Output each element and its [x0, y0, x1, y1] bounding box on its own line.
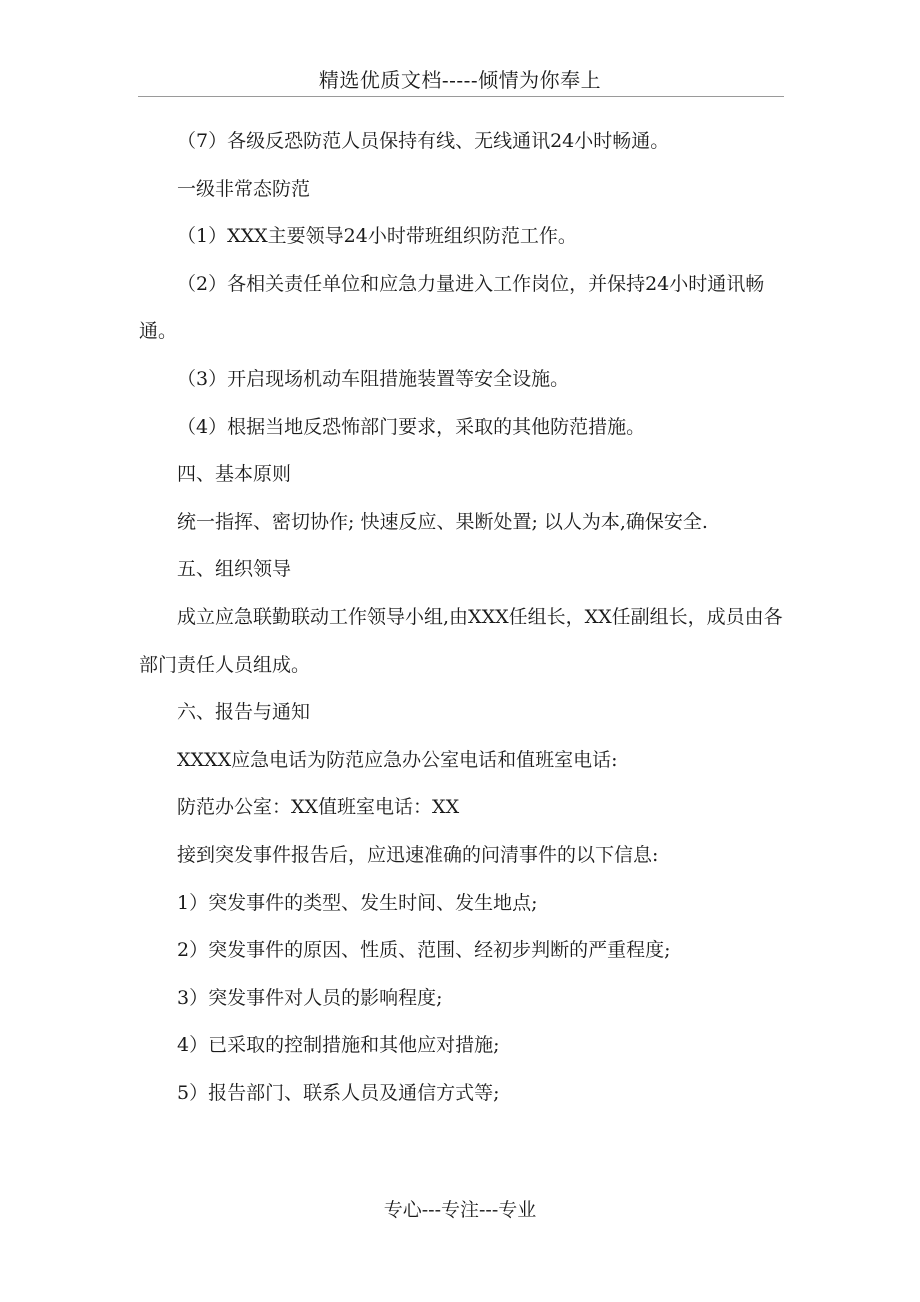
page-header: 精选优质文档-----倾情为你奉上 [318, 68, 602, 92]
leadership-text: 成立应急联勤联动工作领导小组,由XXX任组长，XX任副组长，成员由各部门责任人员组成。 [139, 605, 783, 676]
paragraph-item-3: （3）开启现场机动车阻措施装置等安全设施。 [177, 367, 570, 390]
level-one-heading: 一级非常态防范 [177, 177, 311, 200]
paragraph-item-1: （1）XXX主要领导24小时带班组织防范工作。 [177, 225, 577, 248]
office-phone-text: 防范办公室：XX值班室电话：XX [177, 796, 460, 819]
header-divider [138, 96, 784, 97]
report-item-2: 2）突发事件的原因、性质、范围、经初步判断的严重程度; [177, 939, 671, 962]
principles-text: 统一指挥、密切协作; 快速反应、果断处置; 以人为本,确保安全. [177, 510, 708, 533]
report-item-3: 3）突发事件对人员的影响程度; [177, 986, 443, 1009]
report-intro-text: 接到突发事件报告后，应迅速准确的问清事件的以下信息: [177, 843, 659, 866]
section-heading-reporting: 六、报告与通知 [177, 701, 311, 724]
paragraph-item-4: （4）根据当地反恐怖部门要求，采取的其他防范措施。 [177, 415, 646, 438]
section-heading-leadership: 五、组织领导 [177, 558, 292, 581]
page-footer: 专心---专注---专业 [383, 1199, 537, 1221]
report-item-1: 1）突发事件的类型、发生时间、发生地点; [177, 891, 538, 914]
section-heading-principles: 四、基本原则 [177, 463, 292, 486]
paragraph-item-2: （2）各相关责任单位和应急力量进入工作岗位，并保持24小时通讯畅通。 [139, 272, 765, 343]
emergency-phone-text: XXXX应急电话为防范应急办公室电话和值班室电话: [177, 748, 618, 771]
paragraph-item-7: （7）各级反恐防范人员保持有线、无线通讯24小时畅通。 [177, 130, 670, 152]
document-body [139, 118, 785, 1117]
report-item-5: 5）报告部门、联系人员及通信方式等; [177, 1081, 500, 1104]
report-item-4: 4）已采取的控制措施和其他应对措施; [177, 1034, 500, 1057]
